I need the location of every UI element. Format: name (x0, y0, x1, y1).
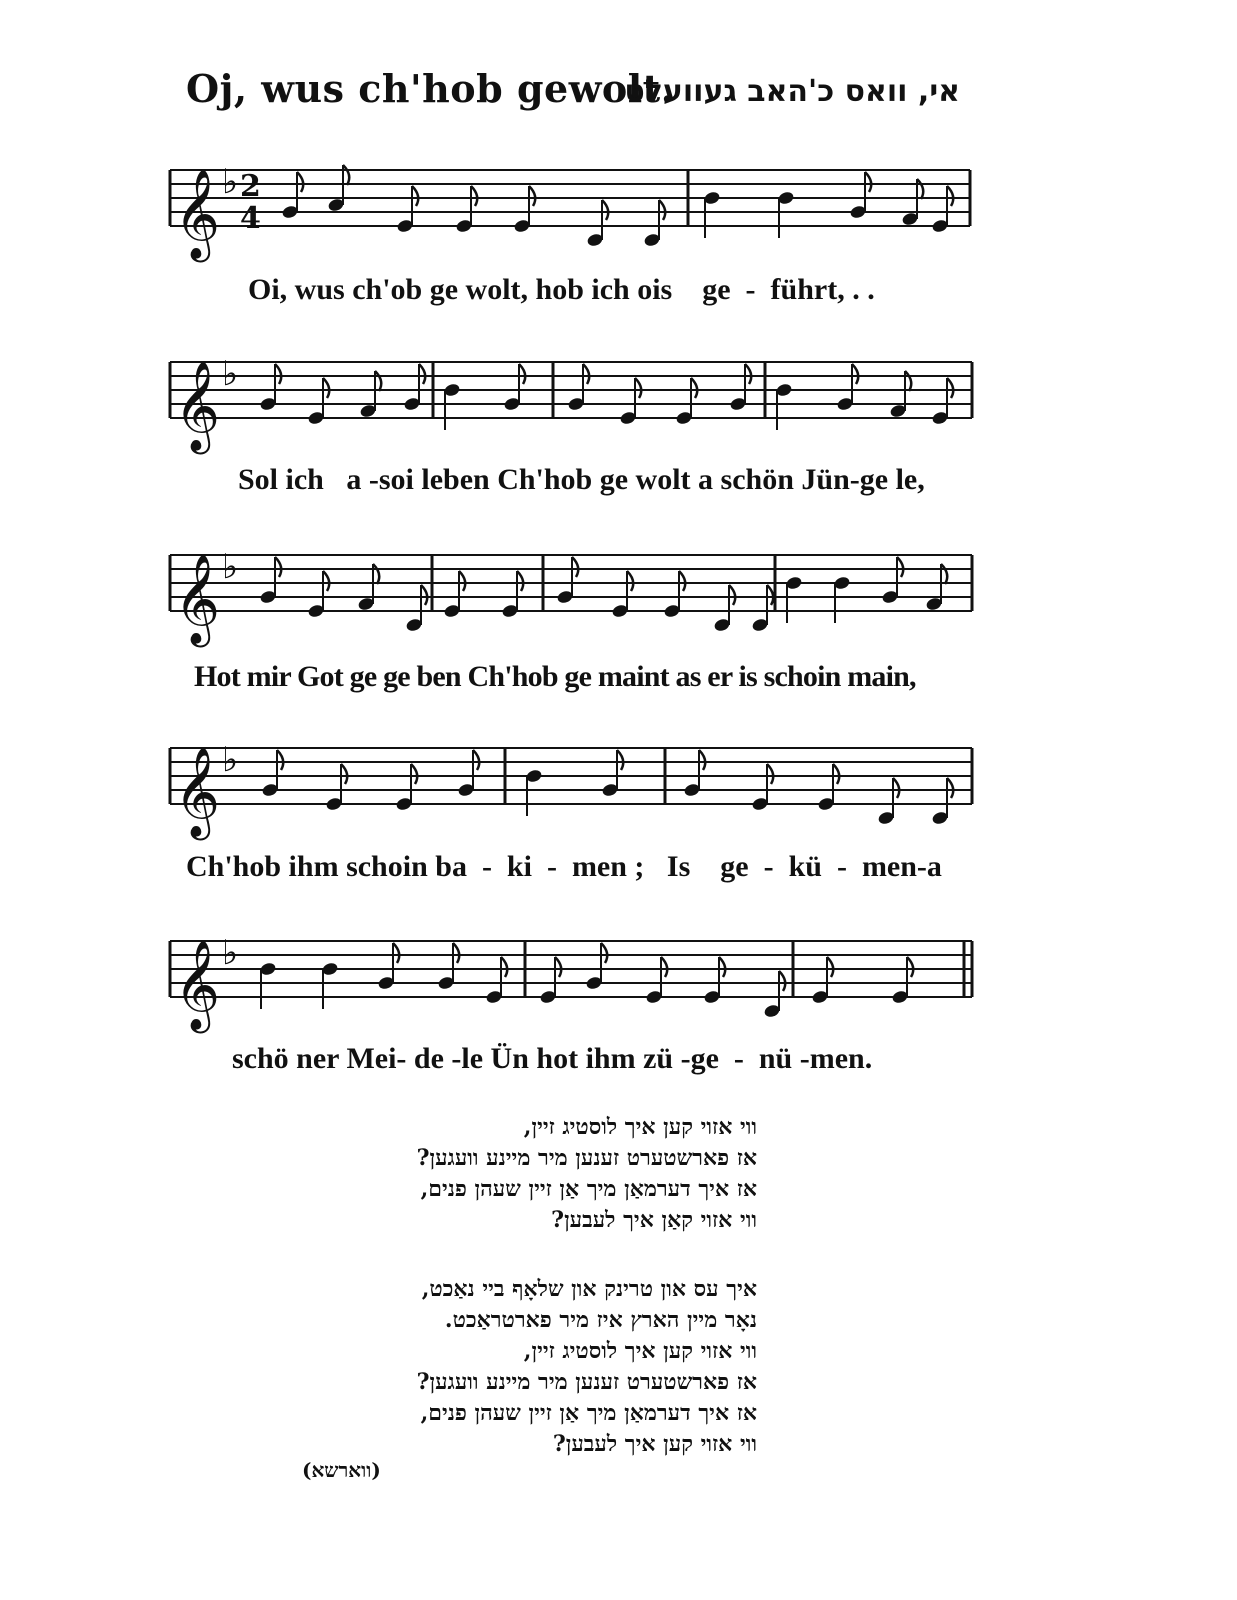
verse-1 (237, 1112, 757, 1236)
flat-key-signature: ♭ (222, 932, 239, 973)
time-signature-bottom: 4 (240, 201, 261, 236)
lyric-line-1: Oi, wus ch'ob ge wolt, hob ich ois ge - führt, . . (248, 273, 875, 306)
verse-line: אז איך דערמאַן מיך אַן זיין שעהן פנים, (420, 1400, 757, 1426)
lyric-line-4: Ch'hob ihm schoin ba - ki - men ; Is ge - kü - men-a (186, 850, 942, 883)
treble-clef: 𝄞 (174, 361, 221, 451)
song-title-german: Oj, wus ch'hob gewolt. (186, 66, 675, 111)
verse-line: ווי אזוי קען איך לעבען? (552, 1431, 757, 1457)
time-signature-top: 2 (240, 169, 261, 204)
lyric-line-3: Hot mir Got ge ge ben Ch'hob ge maint as er is schoin main, (194, 660, 916, 693)
treble-clef: 𝄞 (174, 940, 221, 1030)
place-of-origin: (ווארשא) (302, 1458, 381, 1482)
verse-line: ווי אזוי קען איך לוסטיג זיין, (523, 1114, 757, 1140)
verse-line: איך עס און טרינק און שלאָף ביי נאַכט, (421, 1276, 757, 1302)
verse-line: אז איך דערמאַן מיך אַן זיין שעהן פנים, (420, 1176, 757, 1202)
flat-key-signature: ♭ (222, 739, 239, 780)
lyric-line-2: Sol ich a -soi leben Ch'hob ge wolt a schön Jün-ge le, (238, 463, 925, 496)
verse-line: ווי אזוי קאַן איך לעבען? (551, 1207, 757, 1233)
yiddish-verses (237, 1112, 757, 1460)
lyric-line-5: schö ner Mei- de -le Ün hot ihm zü -ge - nü -men. (232, 1042, 873, 1075)
verse-line: נאָר מיין הארץ איז מיר פארטראַכט. (444, 1307, 757, 1333)
treble-clef: 𝄞 (174, 554, 221, 644)
treble-clef: 𝄞 (174, 747, 221, 837)
verse-line: אז פארשטערט זענען מיר מיינע וועגען? (416, 1145, 757, 1171)
flat-key-signature: ♭ (222, 546, 239, 587)
verse-2 (237, 1274, 757, 1460)
treble-clef: 𝄞 (174, 169, 221, 259)
verse-line: אז פארשטערט זענען מיר מיינע וועגען? (416, 1369, 757, 1395)
flat-key-signature: ♭ (222, 353, 239, 394)
verse-line: ווי אזוי קען איך לוסטיג זיין, (523, 1338, 757, 1364)
song-title-yiddish: אי, וואס כ'האב געוועלט (624, 74, 960, 109)
flat-key-signature: ♭ (222, 161, 239, 202)
